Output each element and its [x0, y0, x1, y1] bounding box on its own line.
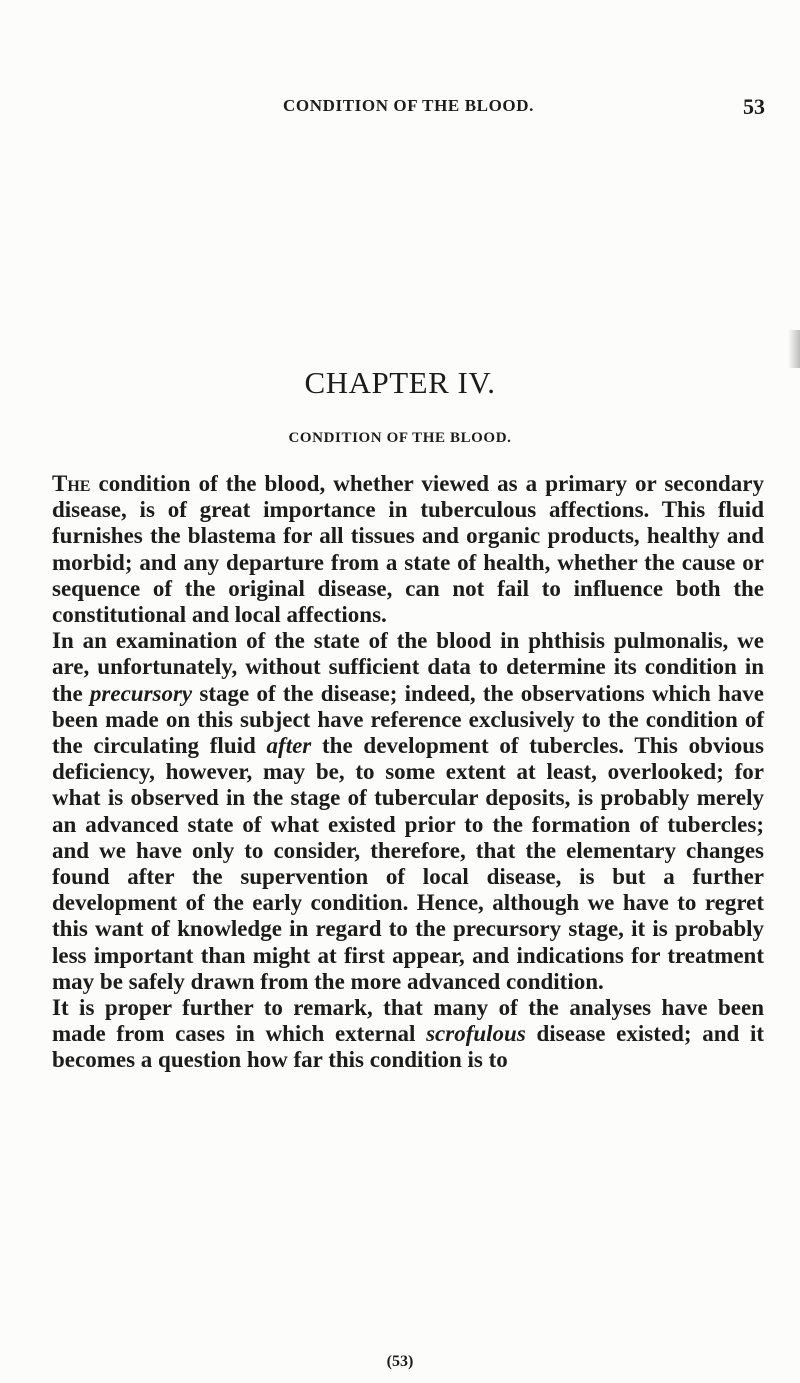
paragraph-2-emphasis-after: after — [266, 733, 312, 759]
paragraph-3-emphasis-scrofulous: scrofulous — [426, 1021, 526, 1047]
folio: (53) — [386, 1353, 414, 1370]
running-head — [52, 94, 765, 118]
page-number: 53 — [743, 94, 765, 119]
paragraph-3-text-b: disease existed; and it becomes a question how far this condition is to — [52, 1021, 765, 1073]
paragraph-1 — [52, 471, 764, 628]
paragraph-2-text-a: In an examination of the state of the blood in phthisis pulmonalis, we are, unfortunately, without sufficient data to determine its condition in the — [52, 628, 764, 706]
paragraph-2 — [52, 628, 764, 995]
paragraph-2-text-c: the development of tubercles. This obvious deficiency, however, may be, to some extent at least, overlooked; for what is observed in the stage of tubercular deposits, is probably merely an advanced state of what existed prior to the formation of tubercles; and we have only to consider, therefore, that the elementary changes found after the supervention of local disease, is but a further development of the early condition. Hence, although we have to regret this want of knowledge in regard to the precursory stage, it is probably less important than might at first appear, and indications for treatment may be safely drawn from the more advanced condition. — [52, 733, 764, 994]
body-text — [52, 471, 764, 1074]
running-title: CONDITION OF THE BLOOD. — [283, 96, 534, 115]
paragraph-1-first-word: The — [52, 471, 91, 496]
chapter-subtitle: CONDITION OF THE BLOOD. — [288, 430, 512, 446]
chapter-heading: CHAPTER IV. — [304, 365, 496, 400]
paragraph-2-text-b: stage of the disease; indeed, the observations which have been made on this subject have reference exclusively to the condition of the circulating fluid — [52, 680, 764, 759]
paragraph-2-emphasis-precursory: precursory — [89, 680, 193, 706]
paragraph-3-text-a: It is proper further to remark, that many of the analyses have been made from cases in which external — [52, 995, 764, 1047]
page-edge-shadow — [788, 330, 800, 368]
paragraph-3 — [52, 995, 764, 1074]
paragraph-1-text: condition of the blood, whether viewed as a primary or secondary disease, is of great importance in tuberculous affections. This fluid furnishes the blastema for all tissues and organic products, healthy and morbid; and any departure from a state of health, whether the cause or sequence of the original disease, can not fail to influence both the constitutional and local affections. — [52, 471, 764, 628]
